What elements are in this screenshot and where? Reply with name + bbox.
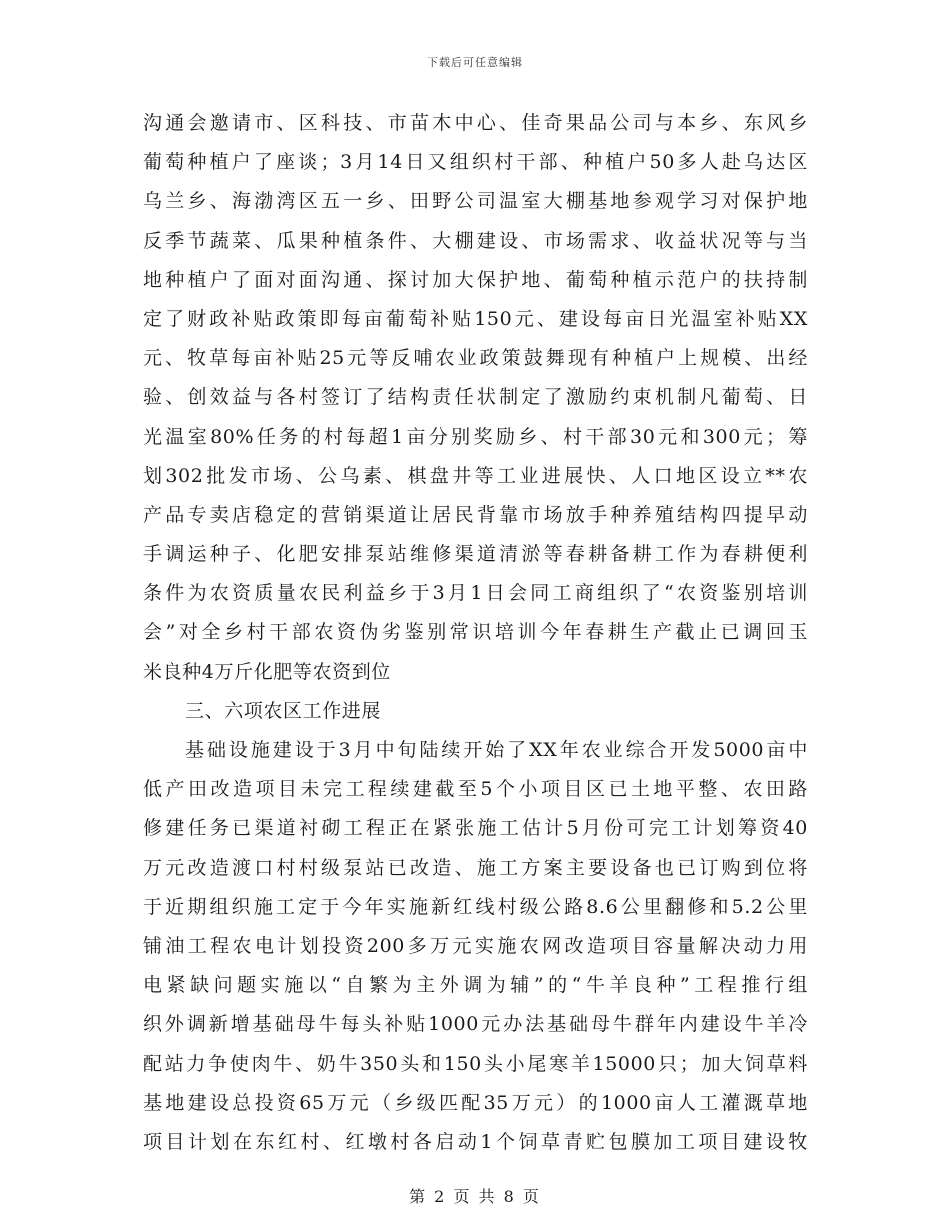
body-line: 手调运种子、化肥安排泵站维修渠道清淤等春耕备耕工作为春耕便利 — [143, 543, 808, 566]
body-line: 光温室80%任务的村每超1亩分别奖励乡、村干部30元和300元；筹 — [143, 425, 808, 448]
body-line: 项目计划在东红村、红墩村各启动1个饲草青贮包膜加工项目建设牧 — [143, 1130, 808, 1153]
body-line: 乌兰乡、海渤湾区五一乡、田野公司温室大棚基地参观学习对保护地 — [143, 190, 808, 213]
page-header: 下载后可任意编辑 — [427, 56, 523, 69]
page-number: 第 2 页 共 8 页 — [409, 1187, 541, 1206]
body-line: 修建任务已渠道衬砌工程正在紧张施工估计5月份可完工计划筹资40 — [143, 817, 808, 840]
body-line: 沟通会邀请市、区科技、市苗木中心、佳奇果品公司与本乡、东风乡 — [143, 112, 808, 134]
body-line: 基地建设总投资65万元（乡级匹配35万元）的1000亩人工灌溉草地 — [143, 1091, 808, 1114]
body-line: 定了财政补贴政策即每亩葡萄补贴150元、建设每亩日光温室补贴XX — [143, 307, 808, 330]
body-line: 于近期组织施工定于今年实施新红线村级公路8.6公里翻修和5.2公里 — [143, 895, 808, 918]
body-line: 米良种4万斤化肥等农资到位 — [143, 660, 391, 683]
section-heading: 三、六项农区工作进展 — [185, 699, 382, 722]
body-line: 划302批发市场、公乌素、棋盘井等工业进展快、人口地区设立**农 — [143, 464, 808, 487]
document-body — [143, 104, 808, 1162]
body-line: 葡萄种植户了座谈；3月14日又组织村干部、种植户50多人赴乌达区 — [143, 151, 808, 174]
body-line: 万元改造渡口村村级泵站已改造、施工方案主要设备也已订购到位将 — [143, 856, 808, 879]
body-line: 产品专卖店稳定的营销渠道让居民背靠市场放手种养殖结构四提早动 — [143, 503, 808, 526]
body-line: 织外调新增基础母牛每头补贴1000元办法基础母牛群年内建设牛羊冷 — [143, 1013, 808, 1036]
body-line: 会”对全乡村干部农资伪劣鉴别常识培训今年春耕生产截止已调回玉 — [143, 621, 808, 644]
body-line: 反季节蔬菜、瓜果种植条件、大棚建设、市场需求、收益状况等与当 — [143, 229, 808, 252]
body-line: 低产田改造项目未完工程续建截至5个小项目区已土地平整、农田路 — [143, 778, 808, 801]
body-line: 电紧缺问题实施以“自繁为主外调为辅”的“牛羊良种”工程推行组 — [143, 974, 808, 997]
body-line: 铺油工程农电计划投资200多万元实施农网改造项目容量解决动力用 — [143, 934, 808, 957]
body-line: 验、创效益与各村签订了结构责任状制定了激励约束机制凡葡萄、日 — [143, 386, 808, 409]
body-line: 地种植户了面对面沟通、探讨加大保护地、葡萄种植示范户的扶持制 — [143, 268, 808, 291]
body-line: 条件为农资质量农民利益乡于3月1日会同工商组织了“农资鉴别培训 — [143, 582, 808, 605]
body-line: 元、牧草每亩补贴25元等反哺农业政策鼓舞现有种植户上规模、出经 — [143, 347, 808, 370]
body-line: 配站力争使肉牛、奶牛350头和150头小尾寒羊15000只；加大饲草料 — [143, 1052, 808, 1075]
body-line: 基础设施建设于3月中旬陆续开始了XX年农业综合开发5000亩中 — [185, 739, 808, 761]
